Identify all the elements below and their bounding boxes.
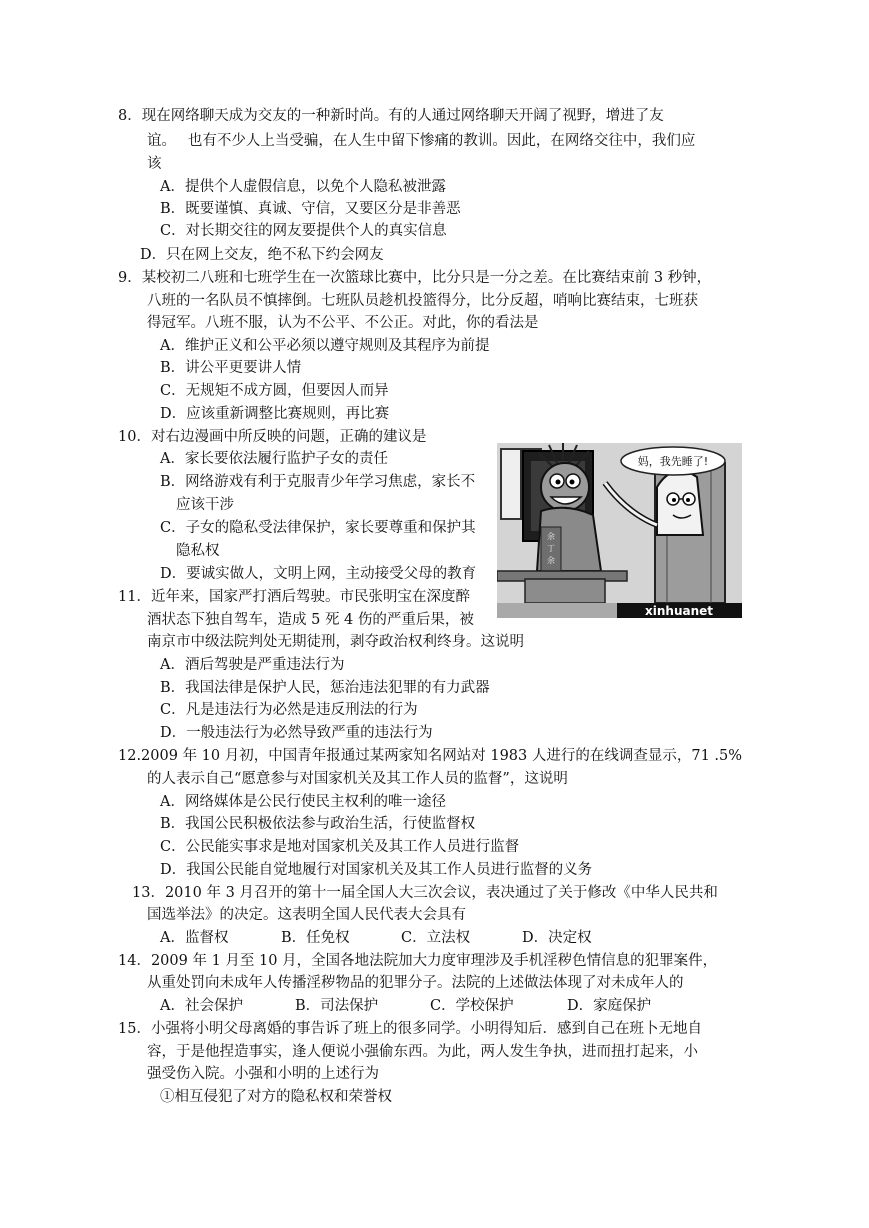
- q14-option-c: C．学校保护: [430, 998, 514, 1014]
- q11-option-a: A．酒后驾驶是严重违法行为: [160, 657, 345, 673]
- q8-option-b: B．既要谨慎、真诚、守信，又要区分是非善恶: [160, 201, 461, 217]
- q11-option-c: C．凡是违法行为必然是违反刑法的行为: [160, 702, 418, 718]
- q12-stem-line-1: 12.2009 年 10 月初，中国青年报通过某两家知名网站对 1983 人进行的在线调查显示，71 .5%: [118, 748, 743, 764]
- q14-stem-line-2: 从重处罚向未成年人传播淫秽物品的犯罪分子。法院的上述做法体现了对未成年人的: [147, 975, 684, 991]
- q14-stem-line-1: 14．2009 年 1 月至 10 月，全国各地法院加大力度审理涉及手机淫秽色情信息的犯罪案件，: [118, 953, 718, 969]
- q9-stem-line-2: 八班的一名队员不慎摔倒。七班队员趁机投篮得分，比分反超，哨响比赛结束，七班获: [147, 293, 698, 309]
- q10-stem-line-1: 10．对右边漫画中所反映的问题，正确的建议是: [118, 429, 427, 445]
- q12-stem-line-2: 的人表示自己“愿意参与对国家机关及其工作人员的监督”，这说明: [147, 771, 568, 787]
- q15-stem-line-3: 强受伤入院。小强和小明的上述行为: [147, 1066, 379, 1082]
- q11-stem-line-1: 11．近年来，国家严打酒后驾驶。市民张明宝在深度醉: [118, 589, 470, 605]
- q10-option-b-cont: 应该干涉: [176, 497, 234, 513]
- q13-option-a: A．监督权: [160, 930, 229, 946]
- q11-stem-line-2: 酒状态下独自驾车，造成 5 死 4 伤的严重后果，被: [147, 612, 474, 628]
- q14-option-d: D．家庭保护: [567, 998, 652, 1014]
- q9-option-b: B．讲公平更要讲人情: [160, 360, 302, 376]
- q14-option-b: B．司法保护: [295, 998, 379, 1014]
- q9-option-c: C．无规矩不成方圆，但要因人而异: [160, 383, 389, 399]
- svg-text:余: 余: [547, 556, 555, 565]
- comic-illustration: [497, 443, 742, 618]
- q10-option-c-cont: 隐私权: [176, 543, 220, 559]
- q11-option-d: D．一般违法行为必然导致严重的违法行为: [160, 725, 433, 741]
- q8-stem-line-3: 该: [147, 156, 162, 172]
- q12-option-d: D．我国公民能自觉地履行对国家机关及其工作人员进行监督的义务: [160, 862, 593, 878]
- q13-option-d: D．决定权: [522, 930, 592, 946]
- q10-option-c: C．子女的隐私受法律保护，家长要尊重和保护其: [160, 520, 476, 536]
- q11-stem-line-3: 南京市中级法院判处无期徒刑，剥夺政治权利终身。这说明: [147, 634, 524, 650]
- q8-option-d: D．只在网上交友，绝不私下约会网友: [140, 247, 384, 263]
- q12-option-a: A．网络媒体是公民行使民主权利的唯一途径: [160, 794, 446, 810]
- q10-option-b: B．网络游戏有利于克服青少年学习焦虑，家长不: [160, 474, 476, 490]
- comic-watermark: xinhuanet: [645, 604, 713, 618]
- q14-option-a: A．社会保护: [160, 998, 243, 1014]
- q10-option-a: A．家长要依法履行监护子女的责任: [160, 451, 388, 467]
- q9-option-a: A．维护正义和公平必须以遵守规则及其程序为前提: [160, 338, 490, 354]
- q15-stem-line-2: 容，于是他捏造事实，逢人便说小强偷东西。为此，两人发生争执，进而扭打起来，小: [147, 1044, 698, 1060]
- q13-stem-line-2: 国选举法》的决定。这表明全国人民代表大会具有: [147, 907, 466, 923]
- svg-text:余: 余: [547, 532, 555, 541]
- q9-stem-line-1: 9．某校初二八班和七班学生在一次篮球比赛中，比分只是一分之差。在比赛结束前 3 秒钟，: [118, 270, 712, 286]
- q15-item-1: ①相互侵犯了对方的隐私权和荣誉权: [160, 1089, 392, 1105]
- q9-stem-line-3: 得冠军。八班不服，认为不公平、不公正。对此，你的看法是: [147, 315, 539, 331]
- q8-stem-line-2: 谊。 也有不少人上当受骗，在人生中留下惨痛的教训。因此，在网络交往中，我们应: [147, 133, 696, 149]
- q8-stem-line-1: 8．现在网络聊天成为交友的一种新时尚。有的人通过网络聊天开阔了视野，增进了友: [118, 108, 664, 124]
- q12-option-b: B．我国公民积极依法参与政治生活，行使监督权: [160, 816, 476, 832]
- q13-stem-line-1: 13．2010 年 3 月召开的第十一届全国人大三次会议，表决通过了关于修改《中华人民共和: [132, 885, 718, 901]
- q13-option-c: C．立法权: [401, 930, 471, 946]
- q9-option-d: D．应该重新调整比赛规则，再比赛: [160, 406, 390, 422]
- q13-option-b: B．任免权: [281, 930, 350, 946]
- comic-speech-text: 妈，我先睡了!: [637, 455, 709, 468]
- svg-text:丁: 丁: [547, 544, 555, 553]
- q12-option-c: C．公民能实事求是地对国家机关及其工作人员进行监督: [160, 839, 520, 855]
- q8-option-a: A．提供个人虚假信息，以免个人隐私被泄露: [160, 179, 446, 195]
- q8-option-c: C．对长期交往的网友要提供个人的真实信息: [160, 223, 447, 239]
- q10-option-d: D．要诚实做人，文明上网，主动接受父母的教育: [160, 566, 477, 582]
- q11-option-b: B．我国法律是保护人民，惩治违法犯罪的有力武器: [160, 680, 490, 696]
- q15-stem-line-1: 15．小强将小明父母离婚的事告诉了班上的很多同学。小明得知后．感到自己在班卜无地自: [118, 1021, 702, 1037]
